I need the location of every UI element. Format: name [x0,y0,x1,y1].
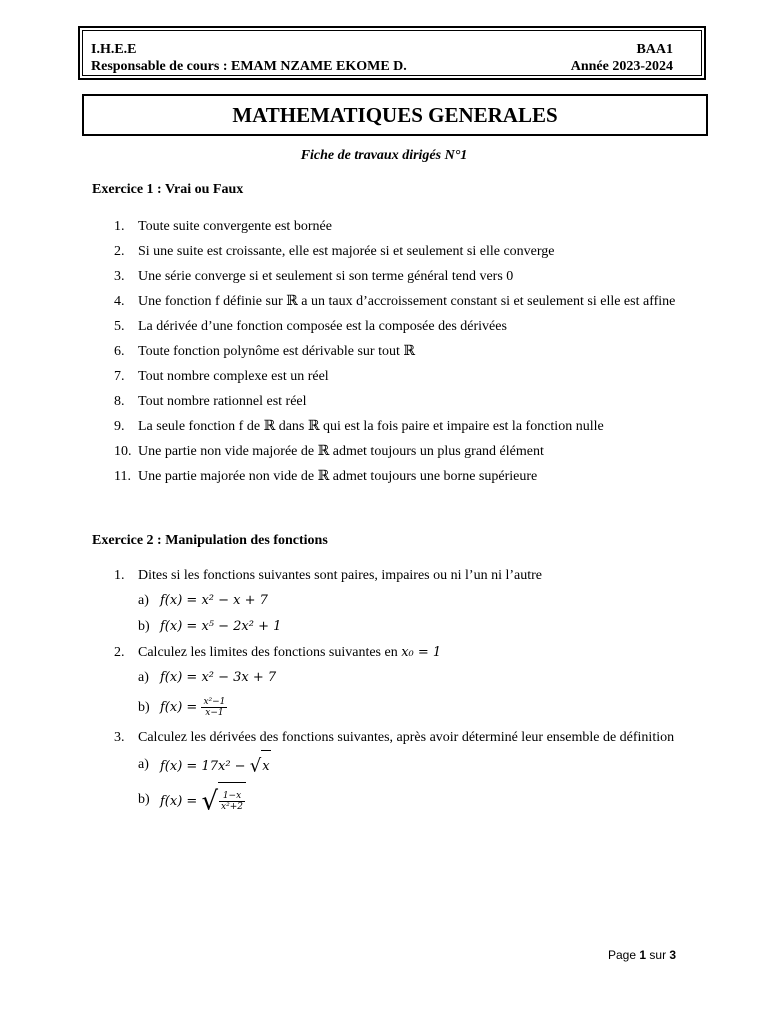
exercise-1-list [114,214,694,489]
title-box [82,94,708,136]
formula [160,697,227,718]
formula-lhs: f(x) = 17x² − [160,758,246,774]
page-total: 3 [669,948,677,962]
item-number: 7. [114,369,125,384]
exercise-2-list [114,563,694,820]
list-item [114,339,694,364]
item-number: 9. [114,419,125,434]
item-number: 11. [114,469,131,484]
item-number: 3. [114,269,125,284]
fraction [201,697,227,718]
sub-item [138,691,694,725]
item-number: 1. [114,219,125,234]
list-item [114,264,694,289]
list-item [114,239,694,264]
page-footer [608,948,676,962]
list-item [114,439,694,464]
item-text: Si une suite est croissante, elle est majorée si et seulement si elle converge [138,244,555,259]
item-text: Toute suite convergente est bornée [138,219,332,234]
item-text: Calculez les limites des fonctions suivantes en [138,645,398,660]
sub-label: a) [138,593,149,608]
sub-item [138,750,694,782]
sqrt-sign: √ [201,786,219,816]
denominator: x−1 [205,708,224,718]
item-number: 1. [114,568,125,583]
item-text: Une partie non vide majorée de ℝ admet toujours un plus grand élément [138,444,544,459]
item-text: Tout nombre rationnel est réel [138,394,307,409]
exercise-1-title: Exercice 1 : Vrai ou Faux [92,182,244,197]
sub-item [138,588,694,614]
sub-item [138,614,694,640]
item-text: Dites si les fonctions suivantes sont paires, impaires ou ni l’un ni l’autre [138,568,542,583]
item-text: Une série converge si et seulement si son terme général tend vers 0 [138,269,514,284]
course-responsible: Responsable de cours : EMAM NZAME EKOME D. [91,59,407,74]
fraction [219,791,245,812]
item-number: 3. [114,730,125,745]
item-text: Tout nombre complexe est un réel [138,369,329,384]
radicand [218,782,246,820]
formula-lhs: f(x) = [160,700,198,715]
formula: f(x) = x² − x + 7 [160,593,268,608]
sub-label: b) [138,700,150,715]
sub-label: b) [138,619,150,634]
sub-item [138,782,694,820]
item-text: La dérivée d’une fonction composée est la composée des dérivées [138,319,507,334]
institution: I.H.E.E [91,42,137,57]
list-item [114,414,694,439]
formula-lhs: f(x) = [160,793,198,809]
list-item [114,389,694,414]
sub-item [138,665,694,691]
formula: f(x) = x⁵ − 2x² + 1 [160,619,282,634]
formula [160,755,271,776]
list-item [114,364,694,389]
radicand: x [261,750,270,782]
sqrt-sign: √ [249,755,262,776]
list-item [114,314,694,339]
formula [160,786,246,816]
denominator: x²+2 [221,802,243,812]
list-item [114,464,694,489]
item-number: 2. [114,244,125,259]
list-item [114,214,694,239]
page-number: 1 [639,948,647,962]
numerator: 1−x [219,791,245,802]
list-item [114,289,694,314]
item-text: Une fonction f définie sur ℝ a un taux d’accroissement constant si et seulement si elle est affine [138,294,676,309]
page-title: MATHEMATIQUES GENERALES [232,102,558,127]
question-1 [114,563,694,640]
item-text: Toute fonction polynôme est dérivable sur tout ℝ [138,344,415,359]
item-number: 5. [114,319,125,334]
sub-label: a) [138,757,149,772]
item-text: La seule fonction f de ℝ dans ℝ qui est la fois paire et impaire est la fonction nulle [138,419,604,434]
sub-label: a) [138,670,149,685]
formula: f(x) = x² − 3x + 7 [160,670,277,685]
item-number: 10. [114,444,132,459]
item-number: 8. [114,394,125,409]
item-text: Une partie majorée non vide de ℝ admet toujours une borne supérieure [138,469,538,484]
item-number: 4. [114,294,125,309]
item-number: 6. [114,344,125,359]
sub-label: b) [138,792,150,807]
subtitle: Fiche de travaux dirigés N°1 [300,148,468,163]
of-word: sur [649,948,667,962]
item-text: Calculez les dérivées des fonctions suivantes, après avoir déterminé leur ensemble de définition [138,730,675,745]
level: BAA1 [636,42,673,57]
page-word: Page [608,948,637,962]
numerator: x²−1 [203,697,226,707]
academic-year: Année 2023-2024 [570,59,673,74]
item-number: 2. [114,645,125,660]
question-2 [114,640,694,725]
question-3 [114,725,694,820]
header-box [82,30,702,76]
limit-point: x₀ = 1 [401,645,442,660]
exercise-2-title: Exercice 2 : Manipulation des fonctions [92,533,328,548]
